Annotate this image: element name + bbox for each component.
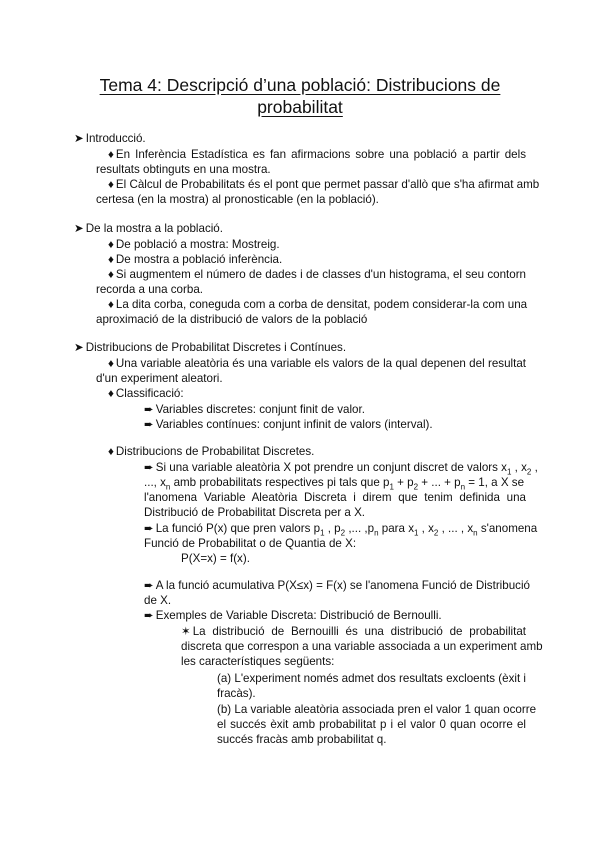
arrow-right-icon: ➨ — [144, 461, 154, 474]
sub-bullet-text: ➨ La funció P(x) que pren valors $p_1$ , $p_2$ ,... $,p_n$ para $x_1$ , $x_2$ , ... , $x_n$ s'anomena — [144, 522, 538, 538]
title-line-1: Tema 4: Descripció d’una població: Distribucions de — [99, 75, 501, 95]
sub-bullet-text: Distribució de Probabilitat Discreta per a X. — [144, 506, 366, 519]
bullet-heading: ♦ Distribucions de Probabilitat Discretes. — [108, 445, 315, 458]
diamond-icon: ♦ — [108, 298, 114, 311]
arrowhead-icon: ➤ — [74, 341, 84, 354]
arrow-right-icon: ➨ — [144, 579, 154, 592]
bullet-text: ♦ Una variable aleatòria és una variable els valors de la qual depenen del resultat — [108, 357, 526, 370]
diamond-icon: ♦ — [108, 178, 114, 191]
characteristic-b-cont: succés fracàs amb probabilitat q. — [217, 733, 387, 746]
characteristic-b: (b) La variable aleatòria associada pren el valor 1 quan ocorre — [217, 703, 537, 716]
bullet-text-cont: recorda a una corba. — [96, 283, 203, 296]
diamond-icon: ♦ — [108, 445, 114, 458]
characteristic-a: (a) L'experiment només admet dos resultats excloents (èxit i — [217, 672, 526, 685]
title-line-2: probabilitat — [257, 97, 343, 117]
bullet-text: ♦ En Inferència Estadística es fan afirmacions sobre una població a partir dels — [108, 148, 526, 161]
diamond-icon: ♦ — [108, 268, 114, 281]
bullet-text: ♦ Classificació: — [108, 387, 184, 400]
sub-bullet-text: ..., $x_n$ amb probabilitats respectives pi tals que $p_1 + p_2$ + ... + $p_n = 1$, a X se — [144, 476, 525, 492]
sub-bullet-text: l'anomena Variable Aleatòria Discreta i direm que tenim definida una — [144, 491, 526, 504]
bullet-text: ♦ Si augmentem el número de dades i de classes d'un histograma, el seu contorn — [108, 268, 526, 281]
arrow-right-icon: ➨ — [144, 403, 154, 416]
sub-bullet: ➨ Variables discretes: conjunt finit de valor. — [144, 403, 365, 416]
arrow-right-icon: ➨ — [144, 522, 154, 535]
section-heading-introduccio: ➤ Introducció. — [74, 132, 146, 145]
bullet-text-cont: d'un experiment aleatori. — [96, 372, 223, 385]
bullet-text-cont: aproximació de la distribució de valors de la població — [96, 313, 368, 326]
bullet-text: ♦ La dita corba, coneguda com a corba de densitat, podem considerar-la com una — [108, 298, 528, 311]
star-icon: ✶ — [181, 625, 191, 638]
bullet-text-cont: resultats obtinguts en una mostra. — [96, 163, 271, 176]
page-title — [60, 74, 540, 118]
sub-sub-bullet-text: ✶ La distribució de Bernouilli és una distribució de probabilitat — [181, 625, 526, 638]
arrow-right-icon: ➨ — [144, 609, 154, 622]
sub-bullet-text: ➨ Exemples de Variable Discreta: Distribució de Bernoulli. — [144, 609, 442, 622]
diamond-icon: ♦ — [108, 238, 114, 251]
diamond-icon: ♦ — [108, 253, 114, 266]
bullet-text: ♦ De població a mostra: Mostreig. — [108, 238, 280, 251]
formula: P(X=x) = f(x). — [181, 552, 250, 565]
sub-bullet-text: ➨ Si una variable aleatòria X pot prendre un conjunt discret de valors $x_1$ , $x_2$ , — [144, 461, 538, 477]
section-heading-mostra: ➤ De la mostra a la població. — [74, 222, 223, 235]
diamond-icon: ♦ — [108, 148, 114, 161]
sub-sub-bullet-text: les característiques següents: — [181, 655, 335, 668]
bullet-text: ♦ De mostra a població inferència. — [108, 253, 283, 266]
sub-bullet-text: de X. — [144, 594, 172, 607]
sub-bullet-text: Funció de Probabilitat o de Quantia de X: — [144, 537, 357, 550]
arrow-right-icon: ➨ — [144, 418, 154, 431]
section-heading-distribucions: ➤ Distribucions de Probabilitat Discretes i Contínues. — [74, 341, 347, 354]
bullet-text: ♦ El Càlcul de Probabilitats és el pont que permet passar d'allò que s'ha afirmat amb — [108, 178, 540, 191]
arrowhead-icon: ➤ — [74, 132, 84, 145]
sub-bullet: ➨ Variables contínues: conjunt infinit de valors (interval). — [144, 418, 433, 431]
diamond-icon: ♦ — [108, 387, 114, 400]
sub-sub-bullet-text: discreta que correspon a una variable associada a un experiment amb — [181, 640, 543, 653]
diamond-icon: ♦ — [108, 357, 114, 370]
bullet-text-cont: certesa (en la mostra) al pronosticable (en la població). — [96, 193, 379, 206]
characteristic-b-cont: el succés èxit amb probabilitat p i el valor 0 quan ocorre el — [217, 718, 526, 731]
characteristic-a-cont: fracàs). — [217, 687, 256, 700]
arrowhead-icon: ➤ — [74, 222, 84, 235]
sub-bullet-text: ➨ A la funció acumulativa P(X≤x) = F(x) se l'anomena Funció de Distribució — [144, 579, 530, 592]
